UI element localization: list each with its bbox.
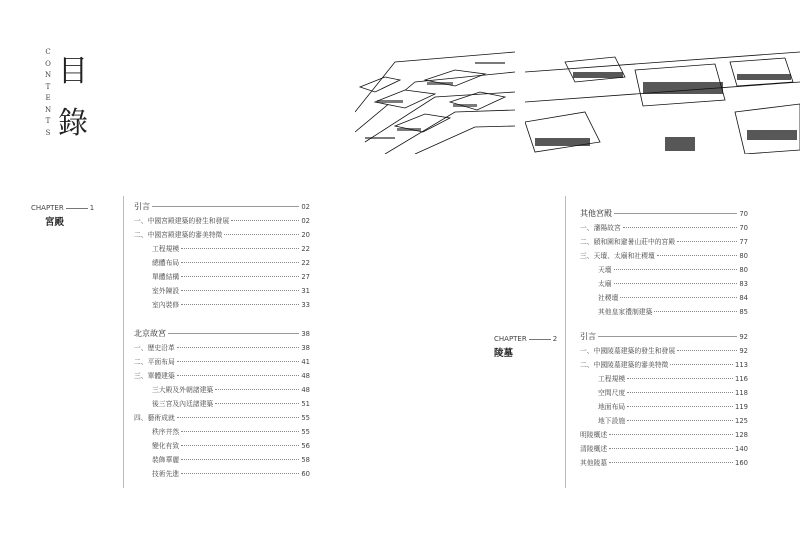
toc-page-number: 58 bbox=[301, 456, 310, 464]
toc-leader-dots bbox=[623, 227, 738, 228]
toc-entry-label: 後三宮及內廷諸建築 bbox=[152, 400, 214, 408]
title-char: 目 bbox=[58, 54, 88, 89]
toc-entry[interactable] bbox=[580, 208, 748, 219]
toc-entry-label: 引言 bbox=[580, 332, 596, 341]
toc-page-number: 119 bbox=[735, 403, 748, 411]
column-divider bbox=[123, 196, 124, 488]
toc-leader-dots bbox=[677, 350, 737, 351]
toc-page-number: 55 bbox=[301, 414, 310, 422]
toc-entry-label: 北京故宮 bbox=[134, 329, 166, 338]
chapter-rule bbox=[529, 339, 551, 340]
toc-entry[interactable] bbox=[598, 278, 748, 288]
toc-entry[interactable] bbox=[134, 412, 310, 422]
toc-page-number: 33 bbox=[301, 301, 310, 309]
toc-entry-label: 裝飾華麗 bbox=[152, 456, 180, 464]
palace-sketch-right bbox=[525, 42, 800, 154]
toc-leader-dots bbox=[177, 417, 300, 418]
toc-leader-dots bbox=[627, 406, 733, 407]
toc-leader-dots bbox=[609, 434, 733, 435]
toc-entry[interactable] bbox=[580, 331, 748, 342]
toc-entry[interactable] bbox=[134, 370, 310, 380]
toc-entry[interactable] bbox=[134, 328, 310, 339]
toc-leader-dots bbox=[181, 459, 299, 460]
toc-page-number: 55 bbox=[301, 428, 310, 436]
toc-page-number: 83 bbox=[739, 280, 748, 288]
toc-entry[interactable] bbox=[598, 415, 748, 425]
toc-page-number: 80 bbox=[739, 266, 748, 274]
contents-letter: O bbox=[45, 59, 51, 68]
toc-page-number: 22 bbox=[301, 259, 310, 267]
toc-leader-dots bbox=[181, 248, 299, 249]
toc-leader-dots bbox=[609, 462, 733, 463]
toc-entry-label: 其他宮殿 bbox=[580, 209, 612, 218]
toc-leader-dots bbox=[670, 364, 733, 365]
toc-leader-dots bbox=[215, 403, 299, 404]
toc-page-number: 70 bbox=[739, 210, 748, 218]
toc-entry-label: 室外陳設 bbox=[152, 287, 180, 295]
toc-entry-label: 技術先進 bbox=[152, 470, 180, 478]
toc-entry-label: 四、藝術成就 bbox=[134, 414, 175, 422]
chapter-title: 宮殿 bbox=[45, 217, 65, 228]
toc-entry[interactable] bbox=[134, 215, 310, 225]
toc-entry-label: 空間尺度 bbox=[598, 389, 626, 397]
toc-entry-label: 二、中國宮殿建築的審美特徵 bbox=[134, 231, 223, 239]
chapter-prefix: CHAPTER bbox=[494, 335, 527, 343]
toc-page-number: 38 bbox=[301, 330, 310, 338]
toc-page-number: 48 bbox=[301, 386, 310, 394]
toc-leader-dots bbox=[177, 375, 300, 376]
toc-leader-dots bbox=[614, 269, 738, 270]
toc-page-number: 80 bbox=[739, 252, 748, 260]
toc-leader-dots bbox=[181, 473, 299, 474]
toc-leader-dots bbox=[181, 431, 299, 432]
toc-page-number: 116 bbox=[735, 375, 748, 383]
toc-page-number: 128 bbox=[735, 431, 748, 439]
toc-leader-dots bbox=[215, 389, 299, 390]
contents-letter: N bbox=[44, 105, 52, 114]
toc-entry[interactable] bbox=[152, 299, 310, 309]
contents-letter: T bbox=[45, 117, 51, 125]
toc-page-number: 20 bbox=[301, 231, 310, 239]
toc-page-number: 85 bbox=[739, 308, 748, 316]
toc-leader-dots bbox=[181, 304, 299, 305]
contents-vertical-label bbox=[43, 48, 53, 140]
chapter-title: 陵墓 bbox=[494, 348, 514, 359]
toc-leader-dots bbox=[181, 262, 299, 263]
toc-entry-label: 三大殿及外朝諸建築 bbox=[152, 386, 214, 394]
toc-entry-label: 總體布局 bbox=[152, 259, 180, 267]
toc-page-number: 31 bbox=[301, 287, 310, 295]
toc-page-number: 92 bbox=[739, 333, 748, 341]
toc-entry[interactable] bbox=[598, 264, 748, 274]
page-title bbox=[58, 46, 92, 150]
toc-leader-dots bbox=[614, 213, 737, 214]
toc-entry-label: 地下設施 bbox=[598, 417, 626, 425]
toc-entry[interactable] bbox=[580, 443, 748, 453]
toc-entry-label: 其他皇家禮制建築 bbox=[598, 308, 653, 316]
toc-entry-label: 變化有致 bbox=[152, 442, 180, 450]
toc-entry[interactable] bbox=[598, 401, 748, 411]
toc-page-number: 77 bbox=[739, 238, 748, 246]
toc-page-number: 02 bbox=[301, 203, 310, 211]
toc-entry-label: 一、中國宮殿建築的發生和發展 bbox=[134, 217, 230, 225]
toc-page-number: 70 bbox=[739, 224, 748, 232]
toc-page-number: 27 bbox=[301, 273, 310, 281]
toc-leader-dots bbox=[168, 333, 299, 334]
toc-entry[interactable] bbox=[598, 387, 748, 397]
toc-entry[interactable] bbox=[580, 345, 748, 355]
toc-entry-label: 室內裝修 bbox=[152, 301, 180, 309]
toc-entry[interactable] bbox=[580, 457, 748, 467]
toc-leader-dots bbox=[627, 420, 733, 421]
toc-page-number: 02 bbox=[301, 217, 310, 225]
toc-page-number: 22 bbox=[301, 245, 310, 253]
toc-entry[interactable] bbox=[152, 398, 310, 408]
toc-entry-label: 二、平面布局 bbox=[134, 358, 175, 366]
toc-page-number: 60 bbox=[301, 470, 310, 478]
toc-page-number: 41 bbox=[301, 358, 310, 366]
toc-page-number: 118 bbox=[735, 389, 748, 397]
toc-entry[interactable] bbox=[134, 201, 310, 212]
toc-page-number: 140 bbox=[735, 445, 748, 453]
toc-entry[interactable] bbox=[598, 306, 748, 316]
toc-page-number: 92 bbox=[739, 347, 748, 355]
toc-entry[interactable] bbox=[152, 384, 310, 394]
toc-entry-label: 清陵概述 bbox=[580, 445, 608, 453]
contents-letter: C bbox=[45, 48, 51, 56]
toc-entry-label: 其他陵墓 bbox=[580, 459, 608, 467]
toc-leader-dots bbox=[620, 297, 737, 298]
toc-page-number: 38 bbox=[301, 344, 310, 352]
toc-entry-label: 引言 bbox=[134, 202, 150, 211]
toc-entry[interactable] bbox=[152, 243, 310, 253]
toc-entry[interactable] bbox=[134, 229, 310, 239]
toc-entry-label: 二、中國陵墓建築的審美特徵 bbox=[580, 361, 669, 369]
toc-entry-label: 太廟 bbox=[598, 280, 612, 288]
chapter-rule bbox=[66, 208, 88, 209]
toc-leader-dots bbox=[627, 392, 733, 393]
toc-entry-label: 單體結構 bbox=[152, 273, 180, 281]
toc-entry-label: 明陵概述 bbox=[580, 431, 608, 439]
toc-entry[interactable] bbox=[134, 356, 310, 366]
toc-entry-label: 三、天壇、太廟和社稷壇 bbox=[580, 252, 655, 260]
toc-leader-dots bbox=[224, 234, 299, 235]
toc-page-number: 160 bbox=[735, 459, 748, 467]
toc-leader-dots bbox=[614, 283, 738, 284]
toc-entry[interactable] bbox=[152, 257, 310, 267]
chapter-number: 1 bbox=[89, 204, 95, 212]
toc-page-number: 84 bbox=[739, 294, 748, 302]
toc-leader-dots bbox=[177, 347, 300, 348]
toc-leader-dots bbox=[627, 378, 733, 379]
contents-letter: S bbox=[45, 128, 51, 137]
toc-leader-dots bbox=[654, 311, 737, 312]
chapter-1-label bbox=[31, 204, 94, 228]
toc-entry-label: 一、中國陵墓建築的發生和發展 bbox=[580, 347, 676, 355]
toc-entry[interactable] bbox=[580, 236, 748, 246]
toc-page-number: 48 bbox=[301, 372, 310, 380]
chapter-prefix: CHAPTER bbox=[31, 204, 64, 212]
toc-page-number: 56 bbox=[301, 442, 310, 450]
toc-entry-label: 工程規模 bbox=[152, 245, 180, 253]
toc-entry[interactable] bbox=[598, 373, 748, 383]
palace-sketch-left bbox=[355, 42, 515, 154]
toc-entry[interactable] bbox=[580, 250, 748, 260]
toc-entry[interactable] bbox=[152, 440, 310, 450]
toc-entry-label: 工程規模 bbox=[598, 375, 626, 383]
chapter-2-label bbox=[494, 335, 557, 359]
toc-page-number: 113 bbox=[735, 361, 748, 369]
toc-entry[interactable] bbox=[152, 468, 310, 478]
toc-entry[interactable] bbox=[598, 292, 748, 302]
toc-entry[interactable] bbox=[580, 359, 748, 369]
toc-leader-dots bbox=[177, 361, 300, 362]
toc-leader-dots bbox=[677, 241, 737, 242]
contents-letter: E bbox=[45, 94, 51, 102]
toc-leader-dots bbox=[231, 220, 299, 221]
toc-entry[interactable] bbox=[152, 426, 310, 436]
toc-entry-label: 天壇 bbox=[598, 266, 612, 274]
toc-leader-dots bbox=[181, 290, 299, 291]
toc-entry[interactable] bbox=[134, 342, 310, 352]
contents-letter: T bbox=[45, 82, 51, 91]
toc-entry-label: 社稷壇 bbox=[598, 294, 619, 302]
chapter-number: 2 bbox=[552, 335, 558, 343]
toc-entry-label: 地面布局 bbox=[598, 403, 626, 411]
column-divider bbox=[565, 196, 566, 488]
toc-leader-dots bbox=[609, 448, 733, 449]
toc-entry[interactable] bbox=[152, 271, 310, 281]
toc-entry[interactable] bbox=[580, 222, 748, 232]
toc-entry-label: 一、瀋陽故宮 bbox=[580, 224, 621, 232]
toc-page-number: 51 bbox=[301, 400, 310, 408]
toc-entry[interactable] bbox=[152, 285, 310, 295]
toc-leader-dots bbox=[598, 336, 737, 337]
toc-entry-label: 二、頤和園和避暑山莊中的宮殿 bbox=[580, 238, 676, 246]
contents-letter: N bbox=[44, 71, 52, 79]
toc-leader-dots bbox=[181, 445, 299, 446]
toc-entry-label: 三、單體建築 bbox=[134, 372, 175, 380]
toc-leader-dots bbox=[181, 276, 299, 277]
toc-page-number: 125 bbox=[735, 417, 748, 425]
toc-entry[interactable] bbox=[580, 429, 748, 439]
toc-entry-label: 一、歷史沿革 bbox=[134, 344, 175, 352]
title-char: 錄 bbox=[58, 106, 88, 141]
toc-leader-dots bbox=[152, 206, 299, 207]
toc-entry-label: 秩序井然 bbox=[152, 428, 180, 436]
toc-leader-dots bbox=[657, 255, 738, 256]
toc-entry[interactable] bbox=[152, 454, 310, 464]
